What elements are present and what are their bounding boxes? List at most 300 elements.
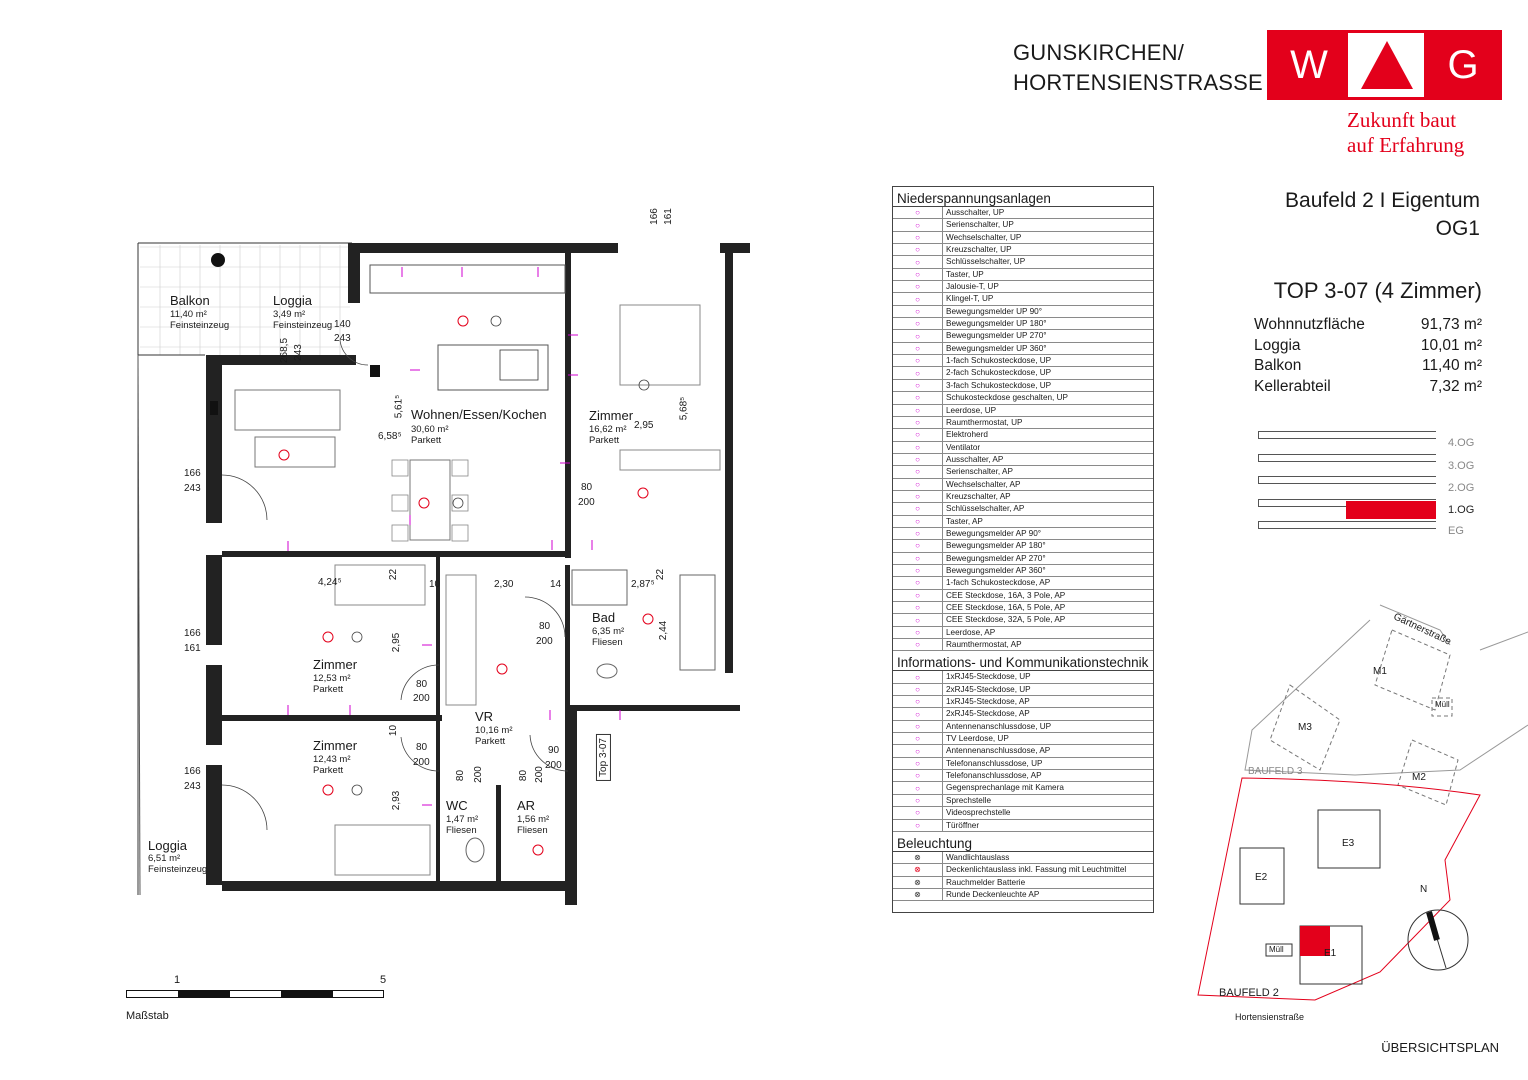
legend-row: [893, 877, 1153, 889]
legend-item-label: 2-fach Schukosteckdose, UP: [946, 368, 1052, 378]
dimension-label: 22: [388, 568, 400, 581]
logo-letter-w: W: [1270, 33, 1348, 97]
legend-symbol-icon: ○: [893, 479, 943, 490]
legend-row: [893, 639, 1153, 651]
site-overview-map: [1180, 600, 1528, 1030]
room-floor: Fliesen: [446, 825, 477, 836]
legend-item-label: Leerdose, UP: [946, 405, 997, 415]
room-floor: Feinsteinzeug: [148, 864, 208, 875]
wag-logo: [1267, 30, 1502, 100]
legend-item-label: 3-fach Schukosteckdose, UP: [946, 380, 1052, 390]
dimension-label: 10: [388, 724, 400, 737]
legend-row: [893, 758, 1153, 770]
legend-item-label: Schukosteckdose geschalten, UP: [946, 393, 1068, 403]
legend-row: [893, 627, 1153, 639]
room-area: 16,62 m²: [589, 424, 627, 435]
legend-row: [893, 392, 1153, 404]
legend-item-label: Ausschalter, AP: [946, 454, 1004, 464]
room-area: 1,56 m²: [517, 814, 550, 825]
legend-section-items: [893, 852, 1153, 901]
floor-slab: [1258, 476, 1436, 484]
dimension-label: 140: [334, 319, 351, 330]
slogan-line-2: auf Erfahrung: [1347, 133, 1465, 157]
dimension-label: 2,93: [391, 790, 403, 811]
legend-symbol-icon: ○: [893, 367, 943, 378]
area-row: [1254, 357, 1482, 378]
legend-item-label: 1-fach Schukosteckdose, AP: [946, 578, 1051, 588]
scale-tick-label: 5: [380, 974, 387, 986]
legend-item-label: Taster, AP: [946, 516, 983, 526]
legend-item-label: Telefonanschlussdose, UP: [946, 758, 1043, 768]
legend-section-items: [893, 207, 1153, 651]
legend-symbol-icon: ○: [893, 318, 943, 329]
area-label: Wohnnutzfläche: [1254, 316, 1365, 333]
dimension-label: 166: [184, 766, 201, 777]
legend-row: [893, 219, 1153, 231]
legend-symbol-icon: ○: [893, 293, 943, 304]
legend-row: [893, 820, 1153, 832]
legend-symbol-icon: ○: [893, 528, 943, 539]
legend-section-title: Beleuchtung: [893, 832, 1153, 852]
legend-row: [893, 565, 1153, 577]
legend-item-label: TV Leerdose, UP: [946, 734, 1009, 744]
area-value: 7,32 m²: [1429, 377, 1482, 395]
room-floor: Parkett: [475, 736, 506, 747]
legend-symbol-icon: ○: [893, 466, 943, 477]
legend-item-label: Bewegungsmelder AP 90°: [946, 528, 1042, 538]
floor-label: OG1: [1435, 217, 1480, 240]
legend-item-label: CEE Steckdose, 16A, 3 Pole, AP: [946, 590, 1066, 600]
logo-letter-a: [1348, 33, 1426, 97]
legend-symbol-icon: ○: [893, 758, 943, 769]
legend-item-label: Türöffner: [946, 820, 980, 830]
room-name: AR: [517, 798, 536, 813]
dimension-label: 161: [662, 208, 674, 225]
dimension-label: 200: [472, 766, 484, 783]
floor-stack-label: 3.OG: [1448, 460, 1475, 472]
legend-row: [893, 602, 1153, 614]
legend-row: [893, 540, 1153, 552]
building-label: M2: [1412, 772, 1426, 783]
legend-row: [893, 442, 1153, 454]
legend-row: [893, 330, 1153, 342]
unit-header: [1285, 187, 1480, 243]
legend-row: [893, 671, 1153, 683]
room-area: 6,35 m²: [592, 626, 625, 637]
dimension-label: 90: [548, 745, 560, 756]
dimension-label: 80: [416, 679, 428, 690]
site-overview-drawing: [1180, 600, 1528, 1030]
dimension-label: 243: [292, 344, 304, 361]
area-value: 10,01 m²: [1420, 336, 1482, 354]
dimension-label: 200: [578, 497, 595, 508]
legend-row: [893, 503, 1153, 515]
legend-item-label: Bewegungsmelder UP 360°: [946, 343, 1047, 353]
legend-symbol-icon: ○: [893, 256, 943, 267]
dimension-label: 10: [429, 579, 441, 590]
legend-item-label: Leerdose, AP: [946, 627, 996, 637]
room-name: Wohnen/Essen/Kochen: [411, 407, 547, 422]
overview-title: ÜBERSICHTSPLAN: [1381, 1040, 1499, 1055]
legend-symbol-icon: ○: [893, 491, 943, 502]
room-area: 1,47 m²: [446, 814, 479, 825]
legend-item-label: Raumthermostat, AP: [946, 640, 1022, 650]
legend-section-title: Informations- und Kommunikationstechnik: [893, 651, 1153, 671]
legend-symbol-icon: ⊗: [893, 889, 943, 900]
room-area: 12,53 m²: [313, 673, 351, 684]
legend-symbol-icon: ○: [893, 565, 943, 576]
dimension-label: 161: [184, 643, 201, 654]
area-label: Balkon: [1254, 357, 1302, 374]
street-label: Gärtnerstraße: [1391, 611, 1453, 648]
legend-symbol-icon: ○: [893, 820, 943, 831]
logo-slogan: [1347, 108, 1464, 158]
dimension-label: 5,68⁵: [678, 396, 690, 421]
legend-item-label: 1-fach Schukosteckdose, UP: [946, 356, 1052, 366]
dimension-label: 166: [648, 208, 660, 225]
dimension-label: 22: [655, 568, 667, 581]
legend-row: [893, 516, 1153, 528]
legend-symbol-icon: ○: [893, 696, 943, 707]
building-label: E2: [1255, 872, 1268, 883]
legend-symbol-icon: ○: [893, 602, 943, 613]
floor-slab: [1258, 431, 1436, 439]
room-name: Zimmer: [313, 738, 358, 753]
building-label: M3: [1298, 722, 1312, 733]
legend-item-label: Ausschalter, UP: [946, 208, 1005, 217]
room-area: 12,43 m²: [313, 754, 351, 765]
area-row: [1254, 316, 1482, 337]
legend-item-label: Bewegungsmelder AP 180°: [946, 541, 1046, 551]
legend-item-label: Klingel-T, UP: [946, 294, 994, 304]
highlighted-floor-marker: [1346, 501, 1436, 519]
legend-symbol-icon: ○: [893, 540, 943, 551]
legend-symbol-icon: ○: [893, 553, 943, 564]
legend-symbol-icon: ○: [893, 405, 943, 416]
legend-item-label: 2xRJ45-Steckdose, AP: [946, 709, 1030, 719]
legend-symbol-icon: ○: [893, 380, 943, 391]
legend-row: [893, 889, 1153, 901]
dimension-label: 80: [416, 742, 428, 753]
legend-symbol-icon: ○: [893, 269, 943, 280]
legend-row: [893, 306, 1153, 318]
scale-segment: [281, 990, 333, 998]
room-name: VR: [475, 709, 494, 724]
dimension-label: 200: [533, 766, 545, 783]
room-floor: Parkett: [313, 684, 344, 695]
dimension-label: 2,44: [658, 620, 670, 641]
legend-row: [893, 614, 1153, 626]
dimension-label: 243: [184, 781, 201, 792]
legend-item-label: Rauchmelder Batterie: [946, 877, 1026, 887]
dimension-label: 2,30: [494, 579, 514, 590]
room-floor: Parkett: [589, 435, 620, 446]
room-area: 30,60 m²: [411, 424, 449, 435]
legend-symbol-icon: ○: [893, 355, 943, 366]
legend-item-label: 1xRJ45-Steckdose, UP: [946, 672, 1031, 682]
dimension-label: 5,61⁵: [393, 394, 405, 419]
room-area: 10,16 m²: [475, 725, 513, 736]
legend-row: [893, 256, 1153, 268]
room-floor: Parkett: [313, 765, 344, 776]
legend-row: [893, 782, 1153, 794]
legend-item-label: CEE Steckdose, 16A, 5 Pole, AP: [946, 603, 1066, 612]
legend-symbol-icon: ○: [893, 795, 943, 806]
dimension-label: 200: [413, 757, 430, 768]
dimension-label: 80: [581, 482, 593, 493]
baufeld-label: Baufeld 2 I Eigentum: [1285, 189, 1480, 212]
legend-item-label: Wechselschalter, AP: [946, 479, 1021, 489]
area-row: [1254, 337, 1482, 358]
scale-bar-frame: [126, 990, 384, 998]
legend-row: [893, 721, 1153, 733]
dimension-label: 200: [413, 693, 430, 704]
legend-row: [893, 405, 1153, 417]
legend-symbol-icon: ○: [893, 219, 943, 230]
legend-row: [893, 479, 1153, 491]
area-row: [1254, 378, 1482, 399]
legend-symbol-icon: ○: [893, 330, 943, 341]
room-name: Balkon: [170, 293, 210, 308]
dimension-label: 200: [536, 636, 553, 647]
legend-row: [893, 795, 1153, 807]
legend-row: [893, 864, 1153, 876]
legend-symbol-icon: ○: [893, 343, 943, 354]
floor-stack-label: 1.OG: [1448, 504, 1475, 516]
legend-item-label: Runde Deckenleuchte AP: [946, 889, 1040, 899]
room-floor: Fliesen: [592, 637, 623, 648]
legend-item-label: Serienschalter, UP: [946, 220, 1014, 230]
area-table: [1254, 316, 1482, 398]
legend-item-label: Sprechstelle: [946, 795, 992, 805]
dimension-label: 243: [334, 333, 351, 344]
building-label: E3: [1342, 838, 1355, 849]
area-label: Loggia: [1254, 336, 1301, 354]
legend-symbol-icon: ○: [893, 429, 943, 440]
legend-symbol-icon: ○: [893, 733, 943, 744]
building-label: E1: [1324, 948, 1337, 959]
dimension-label: 14: [550, 579, 562, 590]
legend-item-label: Deckenlichtauslass inkl. Fassung mit Leuchtmittel: [946, 865, 1127, 875]
legend-item-label: Jalousie-T, UP: [946, 282, 999, 292]
legend-row: [893, 577, 1153, 589]
building-label: M1: [1373, 666, 1387, 677]
project-title: [1013, 38, 1263, 98]
legend-symbol-icon: ○: [893, 770, 943, 781]
legend-symbol-icon: ○: [893, 684, 943, 695]
legend-row: [893, 380, 1153, 392]
legend-section-title: Niederspannungsanlagen: [893, 187, 1153, 207]
legend-item-label: Schlüsselschalter, AP: [946, 504, 1025, 514]
top-number-sign: Top 3-07: [596, 734, 611, 781]
legend-item-label: 1xRJ45-Steckdose, AP: [946, 697, 1030, 707]
legend-row: [893, 318, 1153, 330]
legend-item-label: Telefonanschlussdose, AP: [946, 771, 1042, 781]
legend-item-label: Bewegungsmelder UP 270°: [946, 331, 1047, 341]
room-floor: Parkett: [411, 435, 442, 446]
legend-item-label: Bewegungsmelder UP 90°: [946, 306, 1042, 316]
legend-item-label: Videosprechstelle: [946, 808, 1011, 818]
scale-caption: Maßstab: [126, 1010, 169, 1022]
legend-row: [893, 454, 1153, 466]
slogan-line-1: Zukunft baut: [1347, 108, 1457, 132]
room-name: Loggia: [148, 838, 188, 853]
legend-symbol-icon: ○: [893, 392, 943, 403]
floor-slab: [1258, 454, 1436, 462]
legend-row: [893, 244, 1153, 256]
legend-symbol-icon: ○: [893, 516, 943, 527]
legend-symbol-icon: ○: [893, 708, 943, 719]
room-name: Zimmer: [589, 408, 634, 423]
legend-item-label: Wechselschalter, UP: [946, 232, 1022, 242]
legend-symbol-icon: ○: [893, 442, 943, 453]
legend-row: [893, 293, 1153, 305]
legend-row: [893, 269, 1153, 281]
dimension-label: 268,5: [279, 337, 291, 364]
legend-item-label: Bewegungsmelder AP 270°: [946, 553, 1046, 563]
dimension-label: 6,58⁵: [378, 431, 402, 442]
baufeld-3-label: BAUFELD 3: [1248, 766, 1303, 777]
legend-item-label: Raumthermostat, UP: [946, 417, 1023, 427]
legend-symbol-icon: ○: [893, 782, 943, 793]
dimension-label: 2,87⁵: [631, 579, 655, 590]
legend-row: [893, 553, 1153, 565]
legend-symbol-icon: ○: [893, 503, 943, 514]
legend-row: [893, 367, 1153, 379]
area-value: 11,40 m²: [1421, 357, 1482, 374]
dimension-label: 2,95: [391, 632, 403, 653]
legend-row: [893, 355, 1153, 367]
room-area: 3,49 m²: [273, 309, 306, 320]
dimension-label: 80: [539, 621, 551, 632]
legend-item-label: Wandlichtauslass: [946, 852, 1010, 862]
legend-symbol-icon: ○: [893, 417, 943, 428]
room-floor: Feinsteinzeug: [170, 320, 230, 331]
floor-stack-label: 4.OG: [1448, 437, 1475, 449]
area-label: Kellerabteil: [1254, 377, 1331, 395]
dimension-label: 80: [455, 769, 467, 782]
legend-symbol-icon: ⊗: [893, 852, 943, 863]
dimension-label: 166: [184, 628, 201, 639]
legend-row: [893, 590, 1153, 602]
waste-label: Müll: [1269, 945, 1284, 954]
project-line-2: HORTENSIENSTRASSE: [1013, 70, 1263, 95]
legend-symbol-icon: ○: [893, 577, 943, 588]
street-label: Hortensienstraße: [1235, 1012, 1305, 1022]
dimension-label: 243: [184, 483, 201, 494]
legend-symbol-icon: ⊗: [893, 864, 943, 875]
legend-row: [893, 343, 1153, 355]
legend-item-label: Serienschalter, AP: [946, 467, 1013, 477]
waste-label: Müll: [1435, 700, 1450, 709]
logo-letter-g: G: [1424, 33, 1502, 97]
legend-row: [893, 491, 1153, 503]
room-floor: Fliesen: [517, 825, 548, 836]
legend-item-label: Antennenanschlussdose, UP: [946, 721, 1052, 731]
legend-item-label: 2xRJ45-Steckdose, UP: [946, 684, 1031, 694]
legend-symbol-icon: ⊗: [893, 877, 943, 888]
legend-item-label: Elektroherd: [946, 430, 988, 440]
floor-stack-diagram: [1258, 425, 1475, 545]
legend-symbol-icon: ○: [893, 807, 943, 818]
legend-symbol-icon: ○: [893, 639, 943, 650]
legend-symbol-icon: ○: [893, 627, 943, 638]
dimension-label: 2,95: [634, 420, 654, 431]
legend-item-label: Bewegungsmelder AP 360°: [946, 565, 1046, 575]
scale-bar: [126, 972, 386, 1022]
legend-item-label: Ventilator: [946, 442, 981, 452]
legend-item-label: Schlüsselschalter, UP: [946, 257, 1026, 267]
legend-row: [893, 807, 1153, 819]
legend-row: [893, 684, 1153, 696]
legend-symbol-icon: ○: [893, 590, 943, 601]
legend-row: [893, 281, 1153, 293]
legend-row: [893, 696, 1153, 708]
floor-plan: [120, 205, 760, 905]
symbol-legend: [892, 186, 1154, 913]
legend-row: [893, 770, 1153, 782]
top-title: TOP 3-07 (4 Zimmer): [1273, 278, 1482, 303]
legend-row: [893, 466, 1153, 478]
legend-item-label: Taster, UP: [946, 269, 984, 279]
floor-stack-label: EG: [1448, 525, 1464, 537]
floor-plan-drawing: [120, 205, 760, 905]
legend-item-label: Kreuzschalter, UP: [946, 245, 1012, 255]
legend-symbol-icon: ○: [893, 721, 943, 732]
dimension-label: 80: [518, 769, 530, 782]
legend-row: [893, 708, 1153, 720]
legend-row: [893, 852, 1153, 864]
logo-triangle-icon: [1357, 37, 1417, 93]
floor-stack-label: 2.OG: [1448, 482, 1475, 494]
legend-section-items: [893, 671, 1153, 831]
room-area: 11,40 m²: [170, 309, 207, 320]
room-name: Zimmer: [313, 657, 358, 672]
legend-row: [893, 745, 1153, 757]
legend-row: [893, 528, 1153, 540]
legend-row: [893, 733, 1153, 745]
legend-symbol-icon: ○: [893, 306, 943, 317]
room-floor: Feinsteinzeug: [273, 320, 333, 331]
legend-symbol-icon: ○: [893, 671, 943, 682]
legend-symbol-icon: ○: [893, 614, 943, 625]
room-name: WC: [446, 798, 468, 813]
north-label: N: [1420, 884, 1428, 895]
scale-segment: [178, 990, 230, 998]
legend-item-label: Kreuzschalter, AP: [946, 491, 1011, 501]
area-value: 91,73 m²: [1420, 316, 1482, 333]
legend-row: [893, 417, 1153, 429]
dimension-label: 200: [545, 760, 562, 771]
legend-item-label: Bewegungsmelder UP 180°: [946, 319, 1047, 329]
room-name: Bad: [592, 610, 616, 625]
dimension-label: 4,24⁵: [318, 577, 342, 588]
legend-symbol-icon: ○: [893, 207, 943, 218]
dimension-label: 166: [184, 468, 201, 479]
legend-row: [893, 232, 1153, 244]
floor-slab: [1258, 521, 1436, 529]
legend-item-label: Antennenanschlussdose, AP: [946, 746, 1051, 756]
legend-item-label: CEE Steckdose, 32A, 5 Pole, AP: [946, 615, 1066, 625]
legend-symbol-icon: ○: [893, 454, 943, 465]
scale-tick-label: 1: [174, 974, 181, 986]
room-name: Loggia: [273, 293, 313, 308]
legend-row: [893, 207, 1153, 219]
room-area: 6,51 m²: [148, 853, 181, 864]
legend-symbol-icon: ○: [893, 745, 943, 756]
legend-symbol-icon: ○: [893, 232, 943, 243]
legend-item-label: Gegensprechanlage mit Kamera: [946, 783, 1064, 793]
